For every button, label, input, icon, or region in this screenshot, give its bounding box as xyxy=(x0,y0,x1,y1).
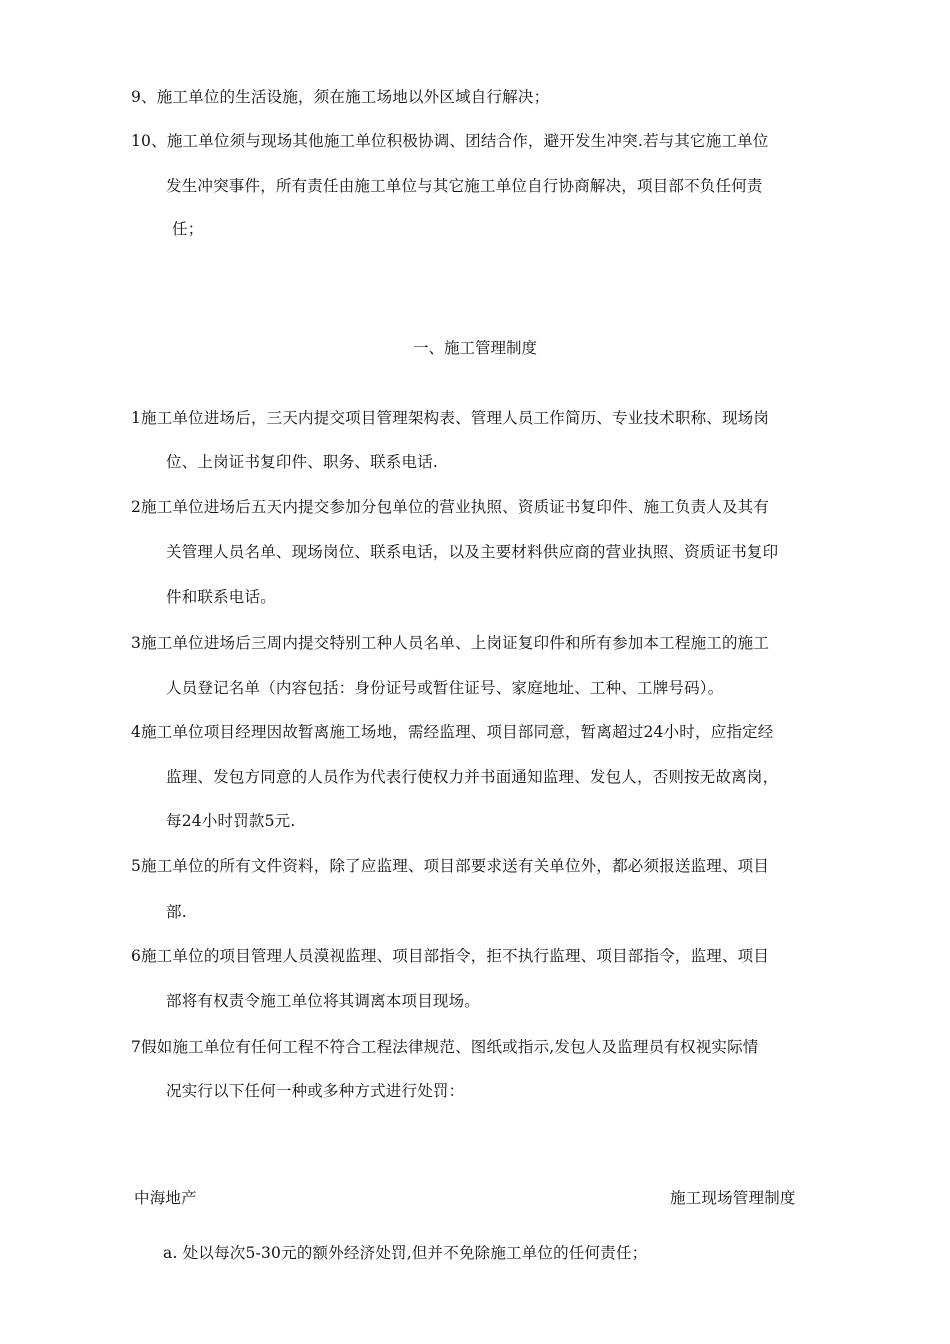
footer-document-title: 施工现场管理制度 xyxy=(670,1189,796,1207)
item-1-line-2: 位、上岗证书复印件、职务、联系电话. xyxy=(166,453,439,471)
item-7-line-2: 况实行以下任何一种或多种方式进行处罚： xyxy=(166,1082,465,1100)
item-2-line-2: 关管理人员名单、现场岗位、联系电话，以及主要材料供应商的营业执照、资质证书复印 xyxy=(166,543,779,561)
item-5-line-1: 5施工单位的所有文件资料，除了应监理、项目部要求送有关单位外，都必须报送监理、项目 xyxy=(131,857,770,875)
item-10-line-1: 10、施工单位须与现场其他施工单位积极协调、团结合作，避开发生冲突.若与其它施工单位 xyxy=(131,132,769,150)
item-5-line-2: 部. xyxy=(166,903,187,921)
item-6-line-2: 部将有权责令施工单位将其调离本项目现场。 xyxy=(166,992,481,1010)
item-6-line-1: 6施工单位的项目管理人员漠视监理、项目部指令，拒不执行监理、项目部指令，监理、项目 xyxy=(131,947,770,965)
section-title: 一、施工管理制度 xyxy=(412,339,537,357)
sub-item-a: a. 处以每次5-30元的额外经济处罚,但并不免除施工单位的任何责任； xyxy=(163,1244,648,1262)
item-3-line-2: 人员登记名单（内容包括：身份证号或暂住证号、家庭地址、工种、工牌号码）。 xyxy=(166,679,724,697)
item-7-line-1: 7假如施工单位有任何工程不符合工程法律规范、图纸或指示,发包人及监理员有权视实际情 xyxy=(131,1038,759,1056)
item-10-line-3: 任； xyxy=(172,220,204,238)
item-10-line-2: 发生冲突事件，所有责任由施工单位与其它施工单位自行协商解决，项目部不负任何责 xyxy=(166,177,763,195)
item-2-line-3: 件和联系电话。 xyxy=(166,588,276,606)
item-3-line-1: 3施工单位进场后三周内提交特别工种人员名单、上岗证复印件和所有参加本工程施工的施工 xyxy=(131,634,770,652)
item-4-line-3: 每24小时罚款5元. xyxy=(166,812,296,830)
item-4-line-1: 4施工单位项目经理因故暂离施工场地，需经监理、项目部同意，暂离超过24小时，应指定经 xyxy=(131,723,774,741)
item-4-line-2: 监理、发包方同意的人员作为代表行使权力并书面通知监理、发包人，否则按无故离岗， xyxy=(166,768,779,786)
item-9-line-1: 9、施工单位的生活设施，须在施工场地以外区域自行解决； xyxy=(131,88,550,106)
footer-company: 中海地产 xyxy=(134,1189,197,1207)
item-2-line-1: 2施工单位进场后五天内提交参加分包单位的营业执照、资质证书复印件、施工负责人及其有 xyxy=(131,498,770,516)
item-1-line-1: 1施工单位进场后，三天内提交项目管理架构表、管理人员工作简历、专业技术职称、现场岗 xyxy=(131,409,770,427)
